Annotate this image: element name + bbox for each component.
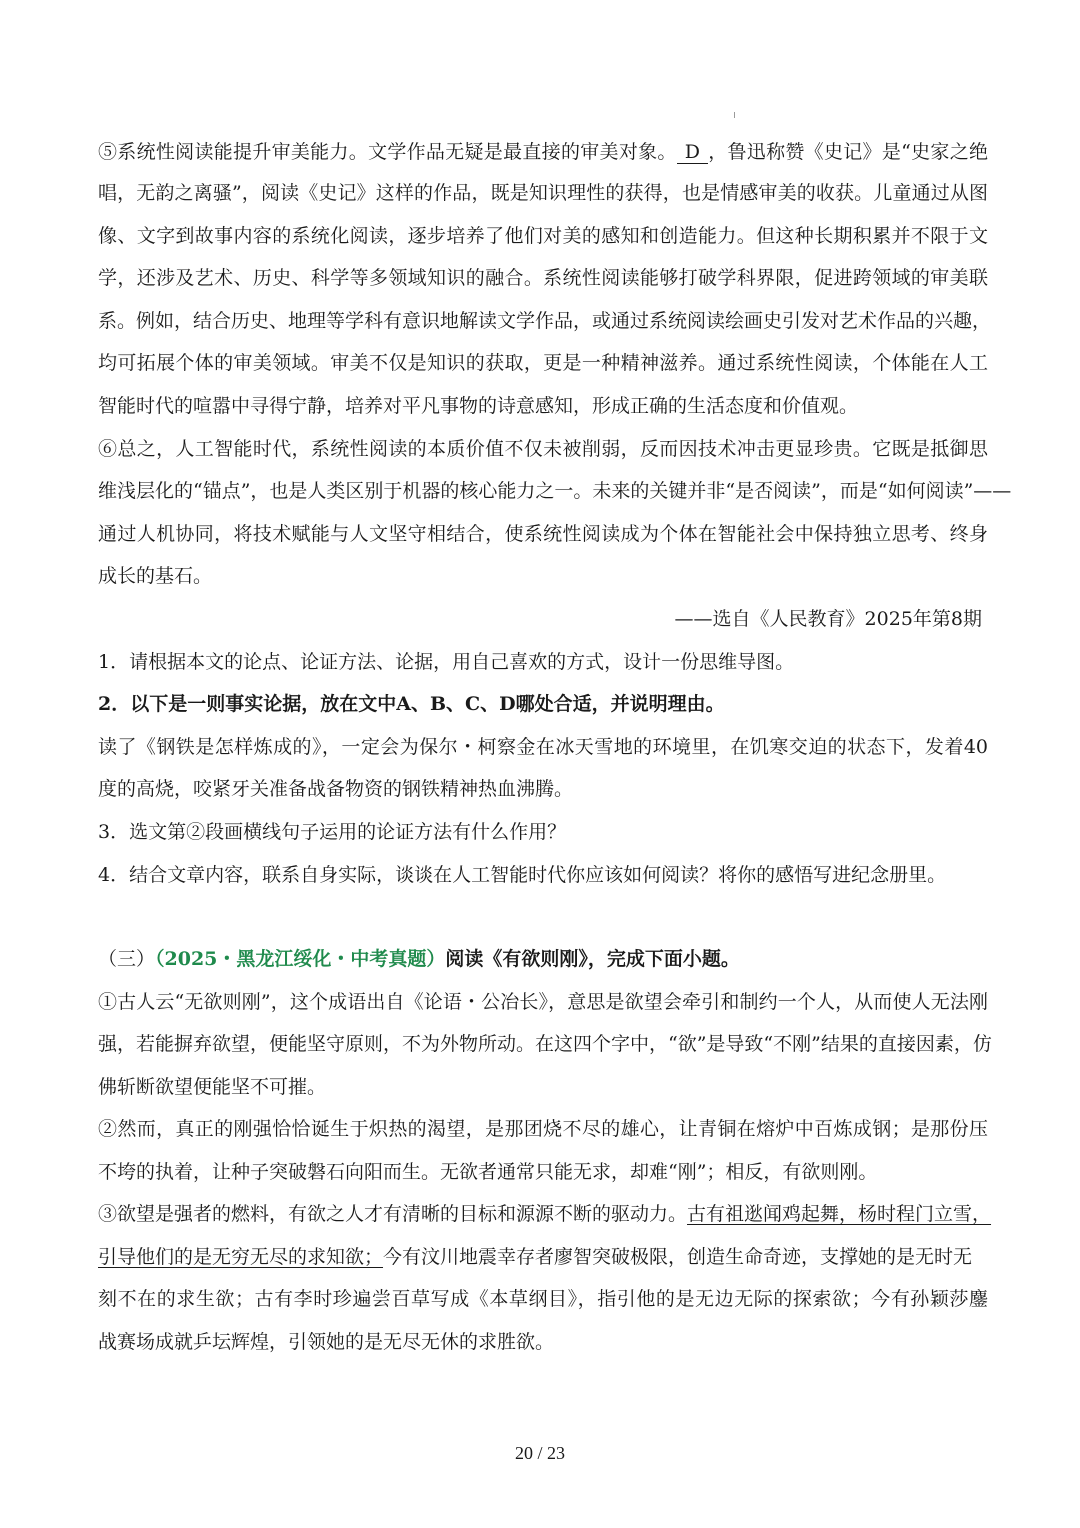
- s3-paragraph-1-line-3: 佛斩断欲望便能坚不可摧。: [98, 1076, 327, 1098]
- question-1: 1．请根据本文的论点、论证方法、论据，用自己喜欢的方式，设计一份思维导图。: [98, 651, 795, 673]
- paragraph-5-line-1: [98, 138, 988, 166]
- scan-mark: [734, 112, 735, 118]
- underlined-sentence: 古有祖逖闻鸡起舞，杨时程门立雪，: [687, 1203, 992, 1225]
- question-3: 3．选文第②段画横线句子运用的论证方法有什么作用？: [98, 821, 567, 843]
- paragraph-5-line-5: 系。例如，结合历史、地理等学科有意识地解读文学作品，或通过系统阅读绘画史引发对艺术作品的兴趣，: [98, 310, 992, 332]
- paragraph-6-line-3: 通过人机协同，将技术赋能与人文坚守相结合，使系统性阅读成为个体在智能社会中保持独立思考、终身: [98, 523, 988, 545]
- s3-paragraph-3-line-3: 刻不在的求生欲；古有李时珍遍尝百草写成《本草纲目》，指引他的是无边无际的探索欲；今有孙颖莎鏖: [98, 1288, 988, 1310]
- text: 今有汶川地震幸存者廖智突破极限，创造生命奇迹，支撑她的是无时无: [383, 1246, 973, 1268]
- question-2-evidence-line-1: 读了《钢铁是怎样炼成的》，一定会为保尔・柯察金在冰天雪地的环境里，在饥寒交迫的状态下，发着40: [98, 736, 988, 758]
- s3-paragraph-3-line-1: [98, 1200, 992, 1228]
- question-2: 2．以下是一则事实论据，放在文中A、B、C、D哪处合适，并说明理由。: [98, 693, 725, 715]
- s3-paragraph-2-line-1: ②然而，真正的刚强恰恰诞生于炽热的渴望，是那团烧不尽的雄心，让青铜在熔炉中百炼成钢；是那份压: [98, 1118, 988, 1140]
- text: ③欲望是强者的燃料，有欲之人才有清晰的目标和源源不断的驱动力。: [98, 1203, 688, 1225]
- paragraph-5-line-6: 均可拓展个体的审美领域。审美不仅是知识的获取，更是一种精神滋养。通过系统性阅读，个体能在人工: [98, 352, 988, 374]
- source-citation: ——选自《人民教育》2025年第8期: [674, 608, 982, 630]
- s3-paragraph-1-line-2: 强，若能摒弃欲望，便能坚守原则，不为外物所动。在这四个字中，“欲”是导致“不刚”结果的直接因素，仿: [98, 1033, 992, 1055]
- s3-paragraph-1-line-1: ①古人云“无欲则刚”，这个成语出自《论语・公冶长》，意思是欲望会牵引和制约一个人，从而使人无法刚: [98, 991, 988, 1013]
- paragraph-5-line-2: 唱，无韵之离骚”，阅读《史记》这样的作品，既是知识理性的获得，也是情感审美的收获。儿童通过从图: [98, 182, 988, 204]
- s3-paragraph-2-line-2: 不垮的执着，让种子突破磐石向阳而生。无欲者通常只能无求，却难“刚”；相反，有欲则刚。: [98, 1161, 878, 1183]
- underlined-sentence: 引导他们的是无穷无尽的求知欲；: [98, 1246, 384, 1268]
- heading-prefix: （三）: [98, 948, 156, 970]
- paragraph-5-line-4: 学，还涉及艺术、历史、科学等多领域知识的融合。系统性阅读能够打破学科界限，促进跨领域的审美联: [98, 267, 988, 289]
- page-number: 20 / 23: [514, 1443, 565, 1463]
- answer-letter: D: [684, 141, 700, 163]
- question-2-evidence-line-2: 度的高烧，咬紧牙关准备战备物资的钢铁精神热血沸腾。: [98, 778, 574, 800]
- question-4: 4．结合文章内容，联系自身实际，谈谈在人工智能时代你应该如何阅读？将你的感悟写进纪念册里。: [98, 864, 947, 886]
- text: ⑤系统性阅读能提升审美能力。文学作品无疑是最直接的审美对象。: [98, 141, 677, 163]
- paragraph-5-line-3: 像、文字到故事内容的系统化阅读，逐步培养了他们对美的感知和创造能力。但这种长期积累并不限于文: [98, 225, 988, 247]
- exam-source-tag: （2025・黑龙江绥化・中考真题）: [155, 948, 446, 970]
- paragraph-5-line-7: 智能时代的喧嚣中寻得宁静，培养对平凡事物的诗意感知，形成正确的生活态度和价值观。: [98, 395, 859, 417]
- answer-blank-d: [677, 141, 708, 164]
- heading-instruction: 阅读《有欲则刚》，完成下面小题。: [445, 948, 740, 970]
- paragraph-6-line-1: ⑥总之，人工智能时代，系统性阅读的本质价值不仅未被削弱，反而因技术冲击更显珍贵。它既是抵御思: [98, 438, 988, 460]
- s3-paragraph-3-line-4: 战赛场成就乒坛辉煌，引领她的是无尽无休的求胜欲。: [98, 1331, 555, 1353]
- text: ，鲁迅称赞《史记》是“史家之绝: [707, 141, 988, 163]
- s3-paragraph-3-line-2: [98, 1243, 988, 1271]
- section-3-heading: [98, 945, 988, 973]
- paragraph-6-line-4: 成长的基石。: [98, 565, 213, 587]
- paragraph-6-line-2: 维浅层化的“锚点”，也是人类区别于机器的核心能力之一。未来的关键并非“是否阅读”，而是“如何阅读”——: [98, 480, 1012, 502]
